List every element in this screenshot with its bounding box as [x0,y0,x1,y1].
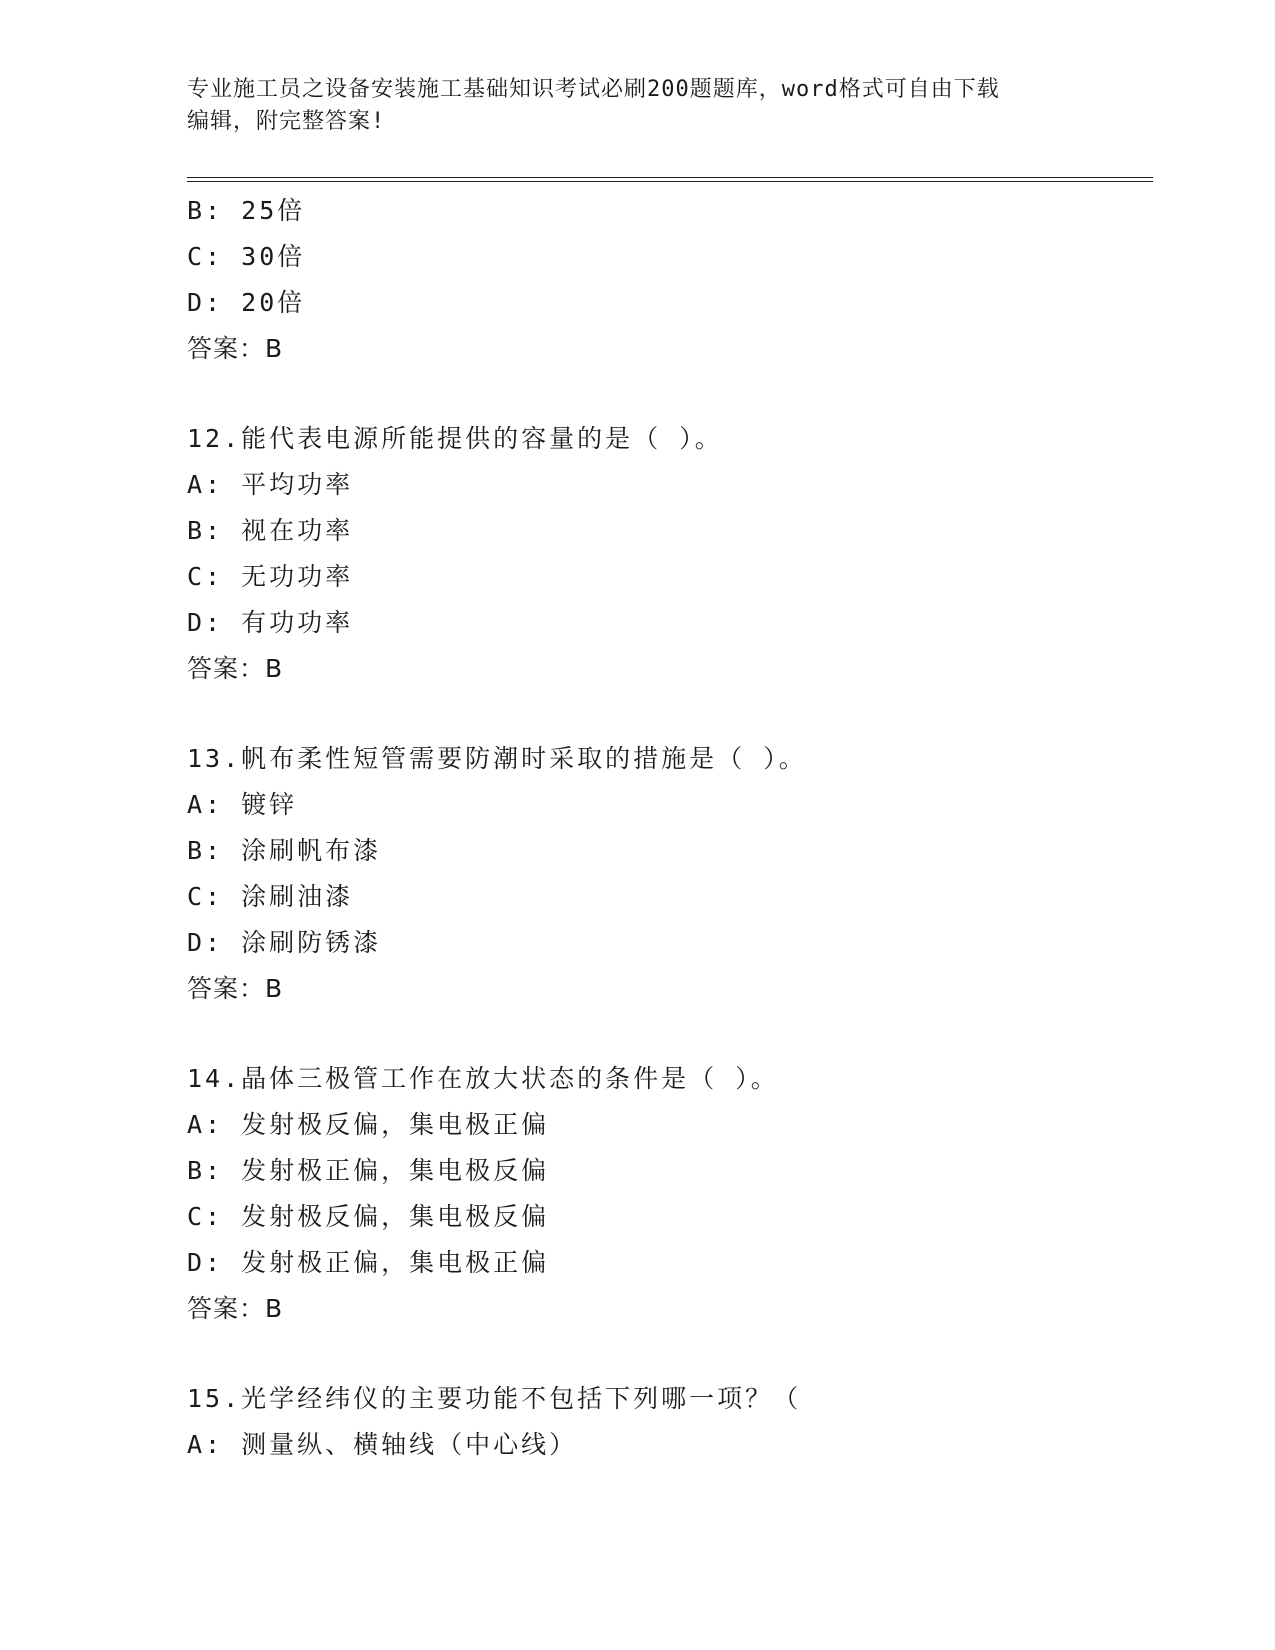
option-d: D: 发射极正偏，集电极正偏 [187,1248,550,1277]
question-title: 13.帆布柔性短管需要防潮时采取的措施是（ ）。 [187,744,807,773]
option-a: A: 平均功率 [187,470,354,499]
question-block-14 [187,1056,1147,1332]
option-c: C: 发射极反偏，集电极反偏 [187,1202,550,1231]
answer-label: 答案：B [187,1294,284,1323]
option-b: B: 视在功率 [187,516,354,545]
document-header [187,74,1067,138]
header-title-line2: 编辑，附完整答案! [187,109,386,134]
option-c: C: 无功功率 [187,562,354,591]
question-title: 14.晶体三极管工作在放大状态的条件是（ ）。 [187,1064,779,1093]
option-b: B: 25倍 [187,196,306,225]
answer-label: 答案：B [187,334,284,363]
header-divider [187,177,1153,182]
option-d: D: 有功功率 [187,608,354,637]
question-block-15 [187,1376,1147,1468]
question-block-13 [187,736,1147,1012]
option-c: C: 涂刷油漆 [187,882,354,911]
question-block-12 [187,416,1147,692]
option-d: D: 20倍 [187,288,306,317]
answer-label: 答案：B [187,974,284,1003]
question-title: 15.光学经纬仪的主要功能不包括下列哪一项？（ [187,1384,802,1413]
question-block-11 [187,188,1147,372]
question-list [187,188,1147,1468]
answer-label: 答案：B [187,654,284,683]
option-c: C: 30倍 [187,242,306,271]
option-a: A: 发射极反偏，集电极正偏 [187,1110,550,1139]
option-a: A: 镀锌 [187,790,298,819]
header-title-line1: 专业施工员之设备安装施工基础知识考试必刷200题题库，word格式可自由下载 [187,77,1000,102]
option-b: B: 涂刷帆布漆 [187,836,382,865]
option-d: D: 涂刷防锈漆 [187,928,382,957]
question-title: 12.能代表电源所能提供的容量的是（ ）。 [187,424,723,453]
option-b: B: 发射极正偏，集电极反偏 [187,1156,550,1185]
option-a: A: 测量纵、横轴线（中心线） [187,1430,578,1459]
